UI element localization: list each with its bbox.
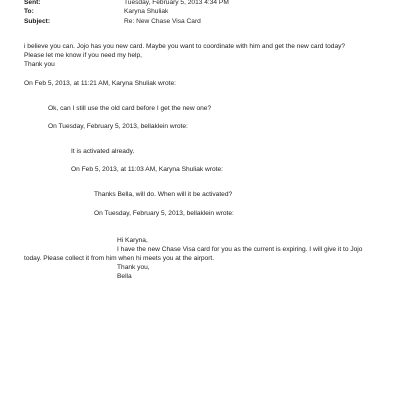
quote1-text: Ok, can I still use the old card before I get the new one?: [48, 105, 212, 112]
quote3-attribution: On Feb 5, 2013, at 11:03 AM, Karyna Shuliak wrote:: [71, 166, 223, 173]
sent-value: Tuesday, February 5, 2013 4:34 PM: [124, 0, 229, 6]
quote3-text: Thanks Bella, will do. When will it be activated?: [94, 191, 233, 198]
reply-line-3: Thank you: [24, 61, 55, 68]
quote1-attribution: On Feb 5, 2013, at 11:21 AM, Karyna Shuliak wrote:: [24, 80, 176, 87]
original-line-3: today. Please collect it from him when hi meets you at the airport.: [24, 255, 215, 262]
original-line-5: Bella: [117, 273, 132, 280]
quote2-attribution: On Tuesday, February 5, 2013, bellaklein wrote:: [48, 123, 188, 130]
reply-line-2: Please let me know if you need my help,: [24, 52, 143, 59]
subject-label: Subject:: [24, 18, 51, 25]
subject-value: Re: New Chase Visa Card: [124, 18, 201, 25]
original-line-4: Thank you,: [117, 264, 150, 271]
original-line-1: Hi Karyna,: [117, 237, 148, 244]
to-label: To:: [24, 8, 34, 15]
quote4-attribution: On Tuesday, February 5, 2013, bellaklein wrote:: [94, 210, 234, 217]
sent-label: Sent:: [24, 0, 41, 6]
original-line-2: I have the new Chase Visa card for you as the current is expiring. I will give it to Jojo: [117, 246, 363, 253]
to-value: Karyna Shuliak: [124, 8, 169, 15]
reply-line-1: i believe you can. Jojo has you new card. Maybe you want to coordinate with him and get the new card today?: [24, 43, 346, 50]
quote2-text: It is activated already.: [71, 148, 135, 155]
